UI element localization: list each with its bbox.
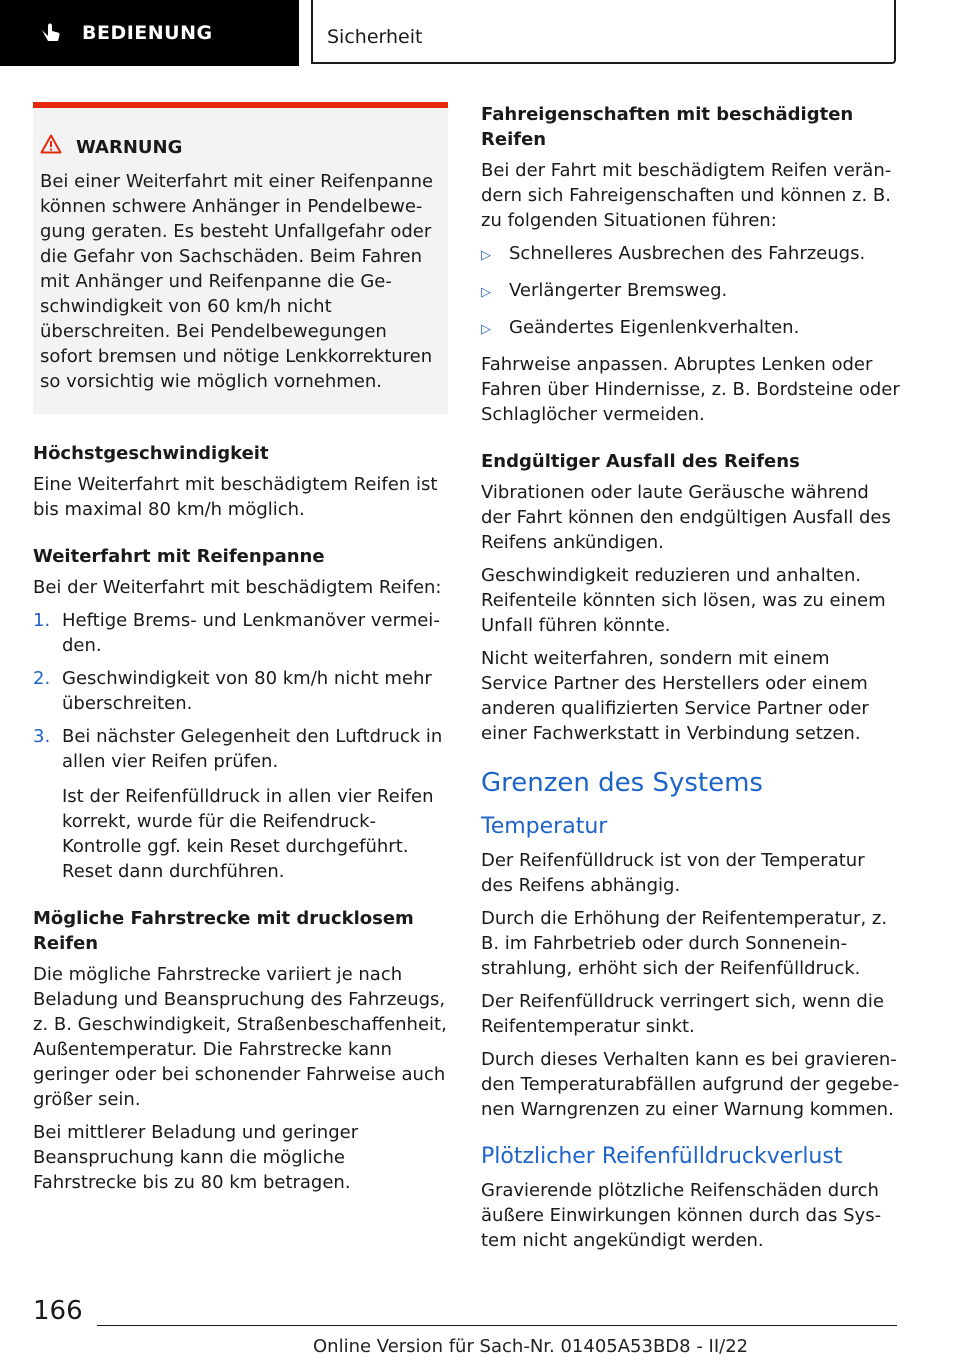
warning-title: WARNUNG <box>76 137 183 158</box>
list-item <box>481 315 901 342</box>
paragraph-pressure-loss: Gravierende plötzliche Reifenschäden durch äußere Einwirkungen können durch das System nicht angekündigt werden. <box>481 1180 882 1251</box>
paragraph-handling: Bei der Fahrt mit beschädigtem Reifen verändern sich Fahreigenschaften und können z. B. zu folgenden Situationen führen: <box>481 160 892 231</box>
section-label: BEDIENUNG <box>82 22 213 44</box>
bullet-triangle-icon: ▷ <box>481 322 491 337</box>
heading-tire-failure: Endgültiger Ausfall des Reifens <box>481 451 800 472</box>
bullet-text: Schnelleres Ausbrechen des Fahrzeugs. <box>509 243 866 264</box>
footer-version: Online Version für Sach-Nr. 01405A53BD8 - II/22 <box>313 1336 749 1357</box>
bullet-text: Geändertes Eigenlenkverhalten. <box>509 317 800 338</box>
list-item <box>33 608 448 658</box>
bullet-list <box>481 241 901 342</box>
step-number: 1. <box>33 610 51 631</box>
paragraph-temp-4: Durch dieses Verhalten kann es bei gravierenden Temperaturabfällen aufgrund der gegebenen Warngrenzen zu einer Warnung kommen. <box>481 1049 900 1120</box>
paragraph-failure-1: Vibrationen oder laute Geräusche während der Fahrt können den endgültigen Ausfall des Reifens ankündigen. <box>481 482 891 553</box>
page-number: 166 <box>33 1296 83 1326</box>
chapter-label: Sicherheit <box>327 26 423 48</box>
step-text: Bei nächster Gelegenheit den Luftdruck in allen vier Reifen prüfen. <box>62 726 443 772</box>
paragraph-distance-2: Bei mittlerer Beladung und geringer Beanspruchung kann die mögliche Fahrstrecke bis zu 80 km betragen. <box>33 1122 359 1193</box>
paragraph-max-speed: Eine Weiterfahrt mit beschädigtem Reifen ist bis maximal 80 km/h möglich. <box>33 474 438 520</box>
bullet-triangle-icon: ▷ <box>481 248 491 263</box>
heading-handling: Fahreigenschaften mit beschädigten Reifen <box>481 104 854 150</box>
chapter-tab[interactable] <box>311 0 896 64</box>
left-column <box>33 102 448 1203</box>
paragraph-temp-1: Der Reifenfülldruck ist von der Temperatur des Reifens abhängig. <box>481 850 865 896</box>
list-item <box>33 666 448 716</box>
paragraph-failure-2: Geschwindigkeit reduzieren und anhalten. Reifenteile könnten sich lösen, was zu einem Unfall führen könnte. <box>481 565 886 636</box>
paragraph-temp-3: Der Reifenfülldruck verringert sich, wenn die Reifentemperatur sinkt. <box>481 991 884 1037</box>
heading-possible-distance: Mögliche Fahrstrecke mit drucklosem Reifen <box>33 908 414 954</box>
section-tab[interactable] <box>0 0 299 66</box>
bullet-triangle-icon: ▷ <box>481 285 491 300</box>
warning-text: Bei einer Weiterfahrt mit einer Reifenpanne können schwere Anhänger in Pendelbewegung geraten. Es besteht Unfallgefahr oder die Gefahr von Sachschäden. Beim Fahren mit Anhänger und Reifenpanne die Geschwindigkeit von 60 km/h nicht überschreiten. Bei Pendelbewegungen sofort bremsen und nötige Lenkkorrekturen so vorsichtig wie möglich vornehmen. <box>40 171 434 392</box>
warning-header <box>40 134 438 161</box>
right-column <box>481 102 901 1261</box>
warning-box <box>33 102 448 414</box>
list-item <box>481 241 901 268</box>
warning-triangle-icon <box>40 134 62 161</box>
heading-sudden-pressure-loss: Plötzlicher Reifenfülldruckverlust <box>481 1144 843 1169</box>
footer-divider <box>97 1325 897 1326</box>
heading-temperature: Temperatur <box>481 814 608 839</box>
heading-max-speed: Höchstgeschwindigkeit <box>33 443 269 464</box>
heading-system-limits: Grenzen des Systems <box>481 768 763 798</box>
step-number: 2. <box>33 668 51 689</box>
paragraph-continue-driving: Bei der Weiterfahrt mit beschädigtem Reifen: <box>33 577 442 598</box>
paragraph-distance-1: Die mögliche Fahrstrecke variiert je nach Beladung und Beanspruchung des Fahrzeugs, z. B. Geschwindigkeit, Straßenbeschaffenheit, Außentemperatur. Die Fahrstrecke kann geringer oder bei schonender Fahrweise auch größer sein. <box>33 964 447 1110</box>
step-text: Geschwindigkeit von 80 km/h nicht mehr überschreiten. <box>62 668 432 714</box>
step-number: 3. <box>33 726 51 747</box>
list-item <box>481 278 901 305</box>
paragraph-failure-3: Nicht weiterfahren, sondern mit einem Service Partner des Herstellers oder einem anderen qualifizierten Service Partner oder einer Fachwerkstatt in Verbindung setzen. <box>481 648 869 744</box>
step3-note: Ist der Reifenfülldruck in allen vier Reifen korrekt, wurde für die Reifendruck-Kontrolle ggf. kein Reset durchgeführt. Reset dann durchführen. <box>62 786 434 882</box>
paragraph-adapt-driving: Fahrweise anpassen. Abruptes Lenken oder Fahren über Hindernisse, z. B. Bordsteine oder Schlaglöcher vermeiden. <box>481 354 900 425</box>
steps-list <box>33 608 448 774</box>
page-header <box>0 0 960 66</box>
heading-continue-driving: Weiterfahrt mit Reifenpanne <box>33 546 325 567</box>
list-item <box>33 724 448 774</box>
bullet-text: Verlängerter Bremsweg. <box>509 280 728 301</box>
hand-pointer-icon <box>38 18 64 48</box>
paragraph-temp-2: Durch die Erhöhung der Reifentemperatur, z. B. im Fahrbetrieb oder durch Sonneneinstrahlung, erhöht sich der Reifenfülldruck. <box>481 908 888 979</box>
step-text: Heftige Brems- und Lenkmanöver vermeiden. <box>62 610 440 656</box>
